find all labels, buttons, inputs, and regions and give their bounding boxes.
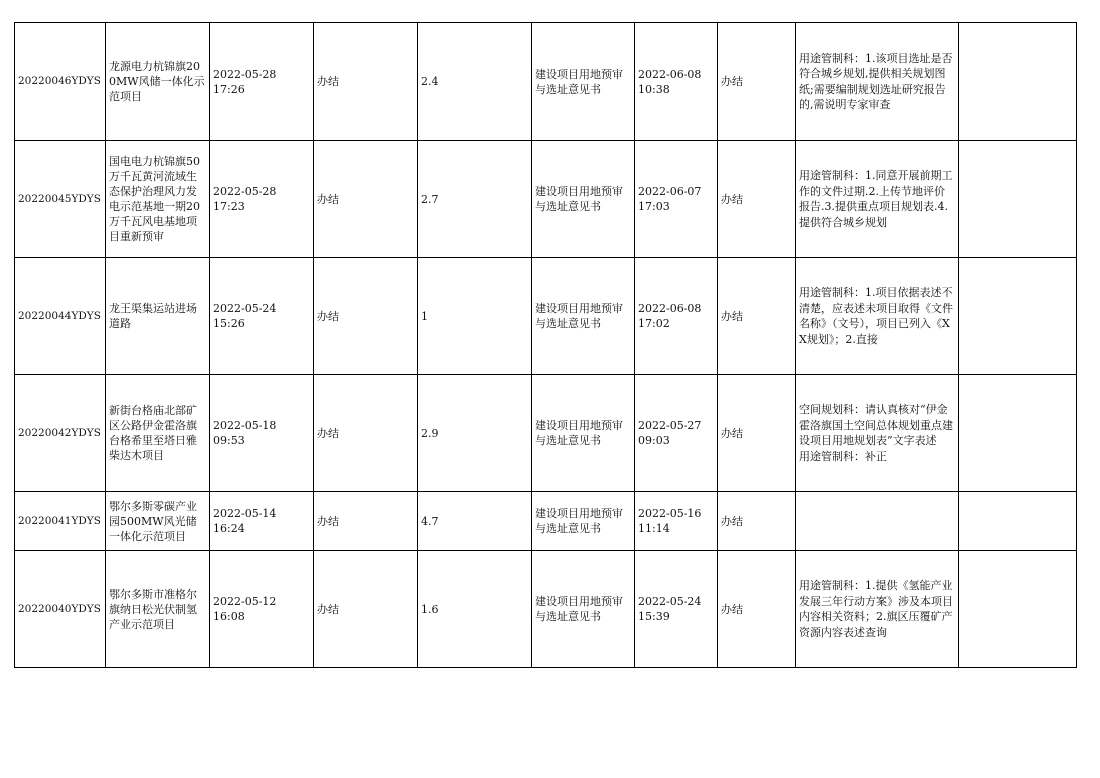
- category: 建设项目用地预审与选址意见书: [532, 551, 635, 668]
- submit-time: 2022-05-12 16:08: [210, 551, 314, 668]
- extra-cell: [959, 492, 1077, 551]
- review-note: 用途管制科：1.项目依据表述不清楚，应表述未项目取得《文件名称》（文号），项目已列入《XX规划》；2.直接: [796, 258, 959, 375]
- record-id: 20220040YDYS: [15, 551, 106, 668]
- records-table: [14, 22, 1077, 668]
- submit-time: 2022-05-24 15:26: [210, 258, 314, 375]
- extra-cell: [959, 258, 1077, 375]
- category: 建设项目用地预审与选址意见书: [532, 23, 635, 141]
- category: 建设项目用地预审与选址意见书: [532, 141, 635, 258]
- status: 办结: [314, 141, 418, 258]
- project-name: 龙王渠集运站进场道路: [106, 258, 210, 375]
- submit-time: 2022-05-28 17:23: [210, 141, 314, 258]
- result: 办结: [718, 492, 796, 551]
- table-row: [15, 23, 1077, 141]
- extra-cell: [959, 375, 1077, 492]
- duration: 1: [418, 258, 532, 375]
- result: 办结: [718, 375, 796, 492]
- review-note: 用途管制科：1.该项目选址是否符合城乡规划,提供相关规划图纸;需要编制规划选址研究报告的,需说明专家审查: [796, 23, 959, 141]
- status: 办结: [314, 258, 418, 375]
- project-name: 新街台格庙北部矿区公路伊金霍洛旗台格希里至塔日雅柴达木项目: [106, 375, 210, 492]
- result: 办结: [718, 551, 796, 668]
- extra-cell: [959, 141, 1077, 258]
- record-id: 20220045YDYS: [15, 141, 106, 258]
- review-note: 用途管制科：1.提供《氢能产业发展三年行动方案》涉及本项目内容相关资料；2.旗区压覆矿产资源内容表述查询: [796, 551, 959, 668]
- submit-time: 2022-05-28 17:26: [210, 23, 314, 141]
- result: 办结: [718, 141, 796, 258]
- duration: 2.4: [418, 23, 532, 141]
- status: 办结: [314, 23, 418, 141]
- finish-time: 2022-05-27 09:03: [635, 375, 718, 492]
- review-note: 空间规划科：请认真核对“伊金霍洛旗国土空间总体规划重点建设项目用地规划表”文字表述 用途管制科：补正: [796, 375, 959, 492]
- category: 建设项目用地预审与选址意见书: [532, 258, 635, 375]
- table-row: [15, 375, 1077, 492]
- status: 办结: [314, 492, 418, 551]
- table-row: [15, 258, 1077, 375]
- duration: 2.9: [418, 375, 532, 492]
- submit-time: 2022-05-14 16:24: [210, 492, 314, 551]
- finish-time: 2022-05-24 15:39: [635, 551, 718, 668]
- submit-time: 2022-05-18 09:53: [210, 375, 314, 492]
- finish-time: 2022-05-16 11:14: [635, 492, 718, 551]
- status: 办结: [314, 375, 418, 492]
- project-name: 鄂尔多斯市准格尔旗纳日松光伏制氢产业示范项目: [106, 551, 210, 668]
- finish-time: 2022-06-08 17:02: [635, 258, 718, 375]
- table-row: [15, 141, 1077, 258]
- duration: 2.7: [418, 141, 532, 258]
- extra-cell: [959, 551, 1077, 668]
- category: 建设项目用地预审与选址意见书: [532, 492, 635, 551]
- table-row: [15, 551, 1077, 668]
- project-name: 国电电力杭锦旗50万千瓦黄河流域生态保护治理风力发电示范基地一期20万千瓦风电基地项目重新预审: [106, 141, 210, 258]
- finish-time: 2022-06-07 17:03: [635, 141, 718, 258]
- duration: 1.6: [418, 551, 532, 668]
- project-name: 龙源电力杭锦旗200MW风储一体化示范项目: [106, 23, 210, 141]
- review-note: 用途管制科：1.同意开展前期工作的文件过期.2.上传节地评价报告.3.提供重点项目规划表.4.提供符合城乡规划: [796, 141, 959, 258]
- status: 办结: [314, 551, 418, 668]
- finish-time: 2022-06-08 10:38: [635, 23, 718, 141]
- record-id: 20220046YDYS: [15, 23, 106, 141]
- record-id: 20220042YDYS: [15, 375, 106, 492]
- extra-cell: [959, 23, 1077, 141]
- category: 建设项目用地预审与选址意见书: [532, 375, 635, 492]
- table-row: [15, 492, 1077, 551]
- duration: 4.7: [418, 492, 532, 551]
- result: 办结: [718, 258, 796, 375]
- review-note: [796, 492, 959, 551]
- record-id: 20220044YDYS: [15, 258, 106, 375]
- project-name: 鄂尔多斯零碳产业园500MW风光储一体化示范项目: [106, 492, 210, 551]
- record-id: 20220041YDYS: [15, 492, 106, 551]
- result: 办结: [718, 23, 796, 141]
